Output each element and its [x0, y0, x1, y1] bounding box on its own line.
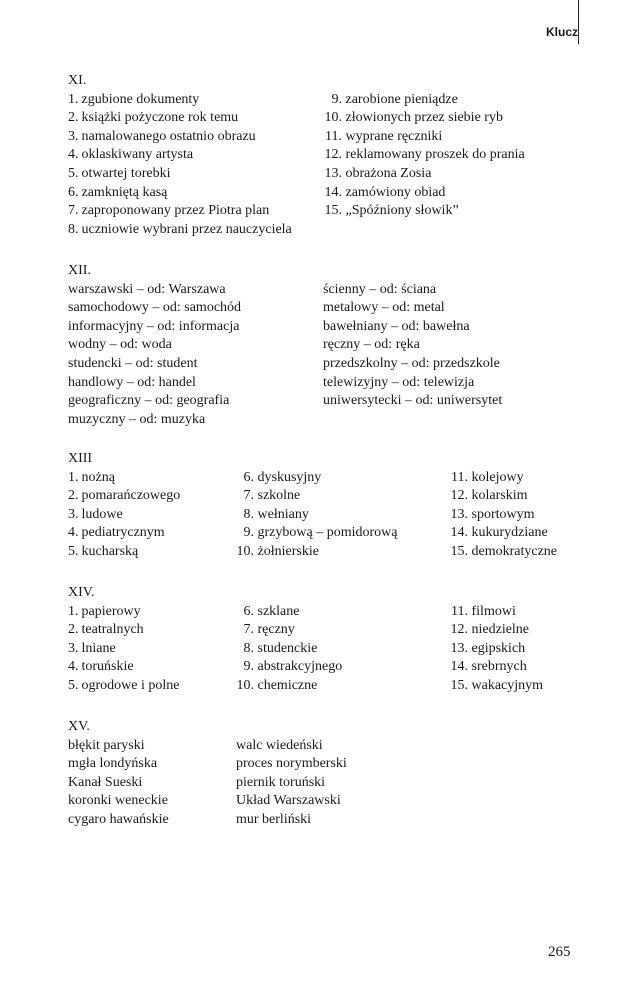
answer-item: 4. toruńskie [68, 659, 134, 675]
answer-item: 2. książki pożyczone rok temu [68, 110, 239, 126]
answer-item: 7. ręczny [243, 622, 295, 638]
answer-item: 8. wełniany [243, 506, 309, 522]
derivation-item: muzyczny – od: muzyka [68, 411, 206, 427]
answer-item: 4. pediatrycznym [68, 525, 165, 541]
answer-item: 13. obrażona Zosia [324, 165, 432, 181]
answers-column-2 [236, 469, 397, 562]
answers-column-left [68, 91, 292, 240]
answer-item: 15. wakacyjnym [450, 677, 544, 693]
page-number: 265 [548, 944, 571, 960]
answers-column-3 [450, 469, 557, 562]
answer-item: 5. kucharską [68, 543, 139, 559]
phrase-item: cygaro hawańskie [68, 811, 169, 827]
answer-item: 6. szklane [243, 603, 300, 619]
answer-item: 14. srebrnych [450, 659, 527, 675]
answer-item: 10. żołnierskie [236, 543, 319, 559]
answer-item: 12. reklamowany proszek do prania [324, 147, 525, 163]
phrase-item: błękit paryski [68, 737, 145, 753]
answers-column-1 [68, 603, 179, 696]
phrases-column-left [68, 737, 169, 830]
section-xiii [68, 450, 558, 559]
answer-item: 8. uczniowie wybrani przez nauczyciela [68, 221, 292, 237]
derivation-item: studencki – od: student [68, 355, 198, 371]
section-xiv [68, 584, 544, 693]
answer-item: 2. pomarańczowego [68, 488, 181, 504]
answer-item: 4. oklaskiwany artysta [68, 147, 194, 163]
answers-column-3 [450, 603, 543, 696]
phrase-item: piernik toruński [236, 774, 326, 790]
answer-item: 9. grzybową – pomidorową [243, 525, 398, 541]
phrase-item: koronki weneckie [68, 793, 168, 809]
derivation-item: samochodowy – od: samochód [68, 300, 242, 316]
derivation-item: handlowy – od: handel [68, 374, 196, 390]
answers-column-2 [236, 603, 342, 696]
answer-item: 1. nożną [68, 469, 115, 485]
answer-item: 1. zgubione dokumenty [68, 91, 200, 107]
derivation-column-left [68, 281, 241, 430]
answer-item: 7. zaproponowany przez Piotra plan [68, 203, 270, 219]
answer-item: 12. kolarskim [450, 488, 528, 504]
answer-item: 11. kolejowy [451, 469, 524, 485]
derivation-item: wodny – od: woda [68, 337, 172, 353]
derivation-item: przedszkolny – od: przedszkole [323, 355, 500, 371]
section-xii [68, 262, 503, 427]
phrase-item: walc wiedeński [236, 737, 323, 753]
phrase-item: mur berliński [236, 811, 312, 827]
section-title: XI. [68, 73, 87, 88]
section-title: XV. [68, 719, 90, 734]
answer-item: 7. szkolne [243, 488, 301, 504]
phrase-item: proces norymberski [236, 756, 347, 772]
answer-item: 12. niedzielne [450, 622, 530, 638]
running-header: Klucz [545, 25, 578, 39]
answer-item: 3. lniane [68, 640, 116, 656]
derivation-item: geograficzny – od: geografia [68, 393, 230, 409]
derivation-item: informacyjny – od: informacja [68, 318, 240, 334]
answer-item: 3. ludowe [68, 506, 123, 522]
answer-item: 14. kukurydziane [450, 525, 548, 541]
phrase-item: Kanał Sueski [68, 774, 143, 790]
phrase-item: Układ Warszawski [236, 793, 341, 809]
answer-item: 6. zamkniętą kasą [68, 184, 168, 200]
derivation-item: uniwersytecki – od: uniwersytet [323, 393, 503, 409]
answer-item: 11. filmowi [451, 603, 516, 619]
answers-column-1 [68, 469, 180, 562]
answer-item: 5. ogrodowe i polne [68, 677, 180, 693]
section-xi [68, 72, 525, 237]
header-rule [578, 0, 579, 44]
answer-item: 2. teatralnych [68, 622, 144, 638]
answer-item: 8. studenckie [243, 640, 318, 656]
phrase-item: mgła londyńska [68, 756, 158, 772]
answer-item: 13. sportowym [450, 506, 535, 522]
answer-item: 15. demokratyczne [450, 543, 558, 559]
answer-item: 13. egipskich [450, 640, 526, 656]
answer-item: 9. zarobione pieniądze [331, 91, 458, 107]
answer-item: 6. dyskusyjny [243, 469, 322, 485]
section-xv [68, 718, 347, 827]
answer-item: 15. „Spóźniony słowik” [324, 203, 459, 219]
phrases-column-right [236, 737, 347, 830]
answer-item: 9. abstrakcyjnego [243, 659, 343, 675]
derivation-item: telewizyjny – od: telewizja [323, 374, 475, 390]
answer-item: 14. zamówiony obiad [324, 184, 446, 200]
answer-item: 3. namalowanego ostatnio obrazu [68, 128, 256, 144]
derivation-item: ręczny – od: ręka [323, 337, 420, 353]
derivation-item: metalowy – od: metal [323, 300, 445, 316]
derivation-column-right [323, 281, 502, 411]
answer-item: 1. papierowy [68, 603, 141, 619]
answers-column-right [324, 91, 525, 221]
answer-item: 10. chemiczne [236, 677, 318, 693]
section-title: XII. [68, 263, 91, 278]
answer-item: 10. złowionych przez siebie ryb [324, 110, 503, 126]
answer-item: 11. wyprane ręczniki [325, 128, 443, 144]
derivation-item: warszawski – od: Warszawa [68, 281, 226, 297]
section-title: XIII [68, 451, 93, 466]
answer-item: 5. otwartej torebki [68, 165, 171, 181]
derivation-item: bawełniany – od: bawełna [323, 318, 470, 334]
section-title: XIV. [68, 585, 95, 600]
derivation-item: ścienny – od: ściana [323, 281, 437, 297]
